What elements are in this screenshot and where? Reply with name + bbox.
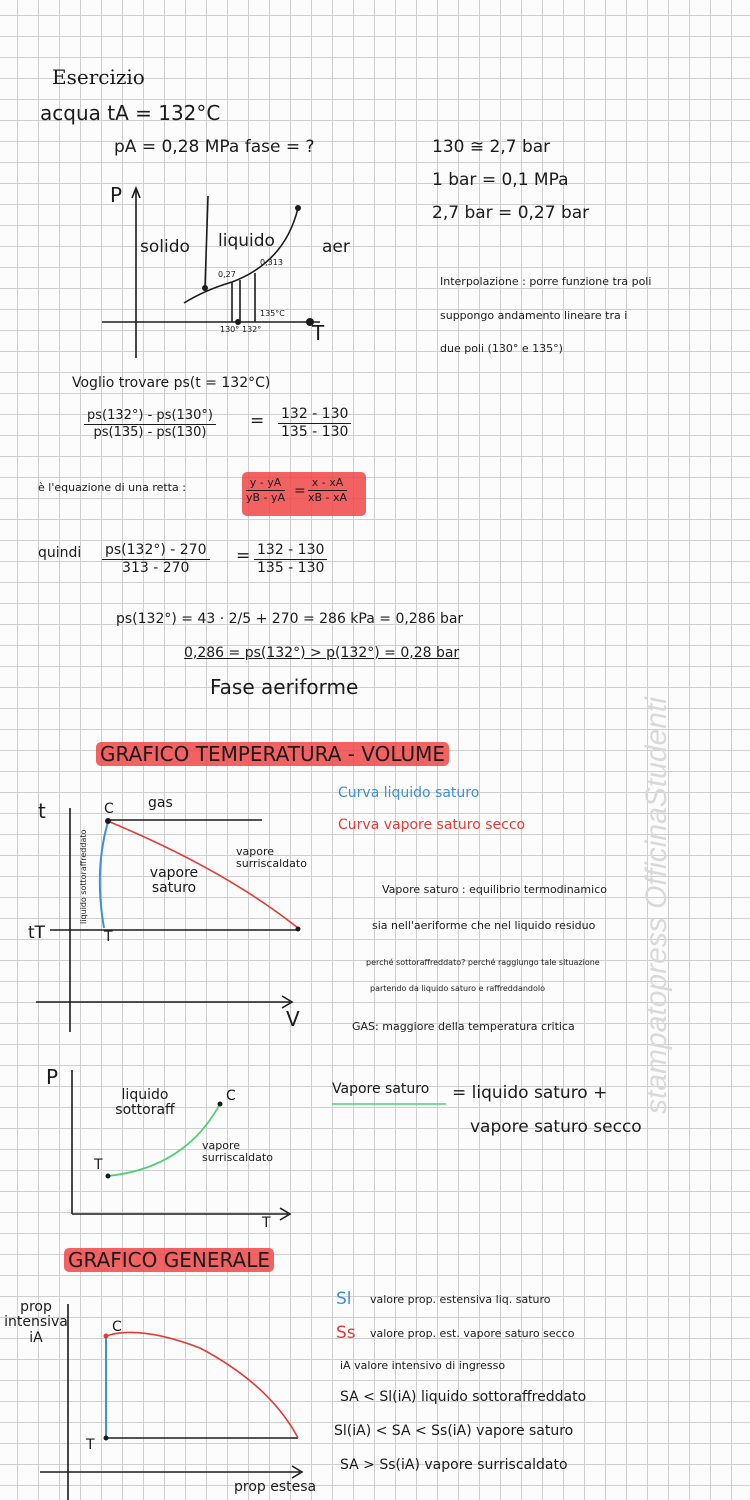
conversion-3: 2,7 bar = 0,27 bar — [432, 203, 590, 223]
general-section-title: GRAFICO GENERALE — [64, 1248, 274, 1272]
watermark: stampatopress OfficinaStudenti — [640, 697, 673, 1114]
legend-sl-symbol: Sl — [336, 1289, 352, 1309]
general-triple-point: T — [86, 1437, 95, 1453]
label-t135: 135°C — [260, 309, 285, 318]
pt-triple-point: T — [94, 1157, 103, 1173]
pt-axis-p: P — [46, 1065, 59, 1089]
tv-saturated-vapor-label: vapore saturo — [149, 865, 199, 897]
given-temperature: acqua tA = 132°C — [40, 101, 221, 125]
equals-sign-3: = — [236, 546, 251, 566]
line-equation-label: è l'equazione di una retta : — [38, 481, 186, 494]
general-y-axis-label: prop intensiva iA — [4, 1299, 68, 1346]
tv-critical-point: C — [104, 801, 114, 817]
substituted-fraction: $\frac{ps(132^\circ) - 270}{313 - 270}$ — [102, 543, 210, 577]
interpolation-note-2: suppongo andamento lineare tra i — [440, 309, 628, 322]
legend-blue-curve: Curva liquido saturo — [338, 785, 480, 801]
tv-triple-point: T — [104, 929, 113, 945]
tv-axis-t: t — [38, 799, 46, 823]
label-p-high: 0,313 — [260, 258, 283, 267]
rule-saturated: Sl(iA) < SA < Ss(iA) vapore saturo — [334, 1423, 574, 1439]
temperature-fraction: $\frac{132 - 130}{135 - 130}$ — [254, 543, 327, 577]
line-fraction-y: $\frac{y - yA}{yB - yA}$ — [246, 476, 286, 505]
note-subcooled-answer: partendo da liquido saturo e raffreddandolo — [370, 984, 546, 993]
general-vapor-curve — [106, 1332, 298, 1438]
phase-axis-p: P — [110, 183, 123, 207]
rule-subcooled: SA < Sl(iA) liquido sottoraffreddato — [340, 1389, 587, 1405]
equals-sign-1: = — [250, 411, 265, 431]
legend-ss-symbol: Ss — [336, 1323, 356, 1343]
eq-vapor-dry: vapore saturo secco — [470, 1117, 642, 1137]
pt-critical-point: C — [226, 1088, 236, 1104]
interpolation-note-3: due poli (130° e 135°) — [440, 342, 563, 355]
label-liquid: liquido — [218, 231, 275, 251]
quindi-label: quindi — [38, 545, 82, 561]
label-t130: 130° — [220, 325, 240, 334]
note-gas: GAS: maggiore della temperatura critica — [352, 1020, 575, 1033]
legend-red-curve: Curva vapore saturo secco — [338, 817, 526, 833]
pt-liquid-label: liquido sottoraff — [115, 1087, 175, 1119]
eq-saturated-vapor: Vapore saturo — [332, 1081, 430, 1097]
conversion-1: 130 ≅ 2,7 bar — [432, 137, 551, 157]
tv-section-title: GRAFICO TEMPERATURA - VOLUME — [96, 742, 449, 766]
general-critical-point: C — [112, 1319, 122, 1335]
line-fraction-x: $\frac{x - xA}{xB - xA}$ — [308, 476, 348, 505]
tv-gas-label: gas — [148, 795, 173, 811]
pt-axis-t: T — [262, 1215, 271, 1231]
tv-superheated-label: vapore surriscaldato — [236, 845, 307, 871]
result-line-2: 0,286 = ps(132°) > p(132°) = 0,28 bar — [184, 645, 460, 661]
result-line-1: ps(132°) = 43 · 2/5 + 270 = 286 kPa = 0,286 bar — [116, 611, 464, 627]
pt-vapor-label: vapore surriscaldato — [202, 1139, 273, 1165]
interpolation-note-1: Interpolazione : porre funzione tra poli — [440, 275, 652, 288]
rule-superheated: SA > Ss(iA) vapore surriscaldato — [340, 1457, 568, 1473]
phase-result: Fase aeriforme — [210, 675, 359, 699]
exercise-title: Esercizio — [52, 65, 145, 89]
tv-triple-temperature: tT — [28, 923, 46, 943]
tv-subcooled-label: liquido sottoraffreddato — [79, 829, 88, 924]
conversion-2: 1 bar = 0,1 MPa — [432, 170, 569, 190]
legend-ia-text: iA valore intensivo di ingresso — [340, 1359, 506, 1372]
note-subcooled-question: perché sottoraffreddato? perché raggiungo tale situazione — [366, 958, 600, 967]
goal-text: Voglio trovare ps(t = 132°C) — [72, 375, 271, 391]
phase-axis-t: T — [312, 321, 325, 345]
interp-fraction-2: $\frac{132 - 130}{135 - 130}$ — [278, 407, 351, 441]
note-saturated-vapor-2: sia nell'aeriforme che nel liquido residuo — [372, 919, 596, 932]
given-pressure: pA = 0,28 MPa fase = ? — [114, 137, 315, 157]
tv-axis-v: V — [286, 1007, 300, 1031]
label-t132: 132° — [242, 325, 262, 334]
eq-liquid-saturated: = liquido saturo + — [452, 1083, 608, 1103]
label-solid: solido — [140, 237, 190, 257]
interp-fraction-1: $\frac{ps(132^\circ) - ps(130^\circ)}{ps(135) - ps(130)}$ — [84, 409, 216, 441]
label-p-low: 0,27 — [218, 270, 236, 279]
equals-sign-2: = — [294, 483, 306, 499]
note-saturated-vapor-1: Vapore saturo : equilibrio termodinamico — [382, 883, 607, 896]
legend-sl-text: valore prop. estensiva liq. saturo — [370, 1293, 551, 1306]
legend-ss-text: valore prop. est. vapore saturo secco — [370, 1327, 575, 1340]
label-gas: aer — [322, 237, 350, 257]
general-x-axis-label: prop estesa — [234, 1479, 317, 1495]
